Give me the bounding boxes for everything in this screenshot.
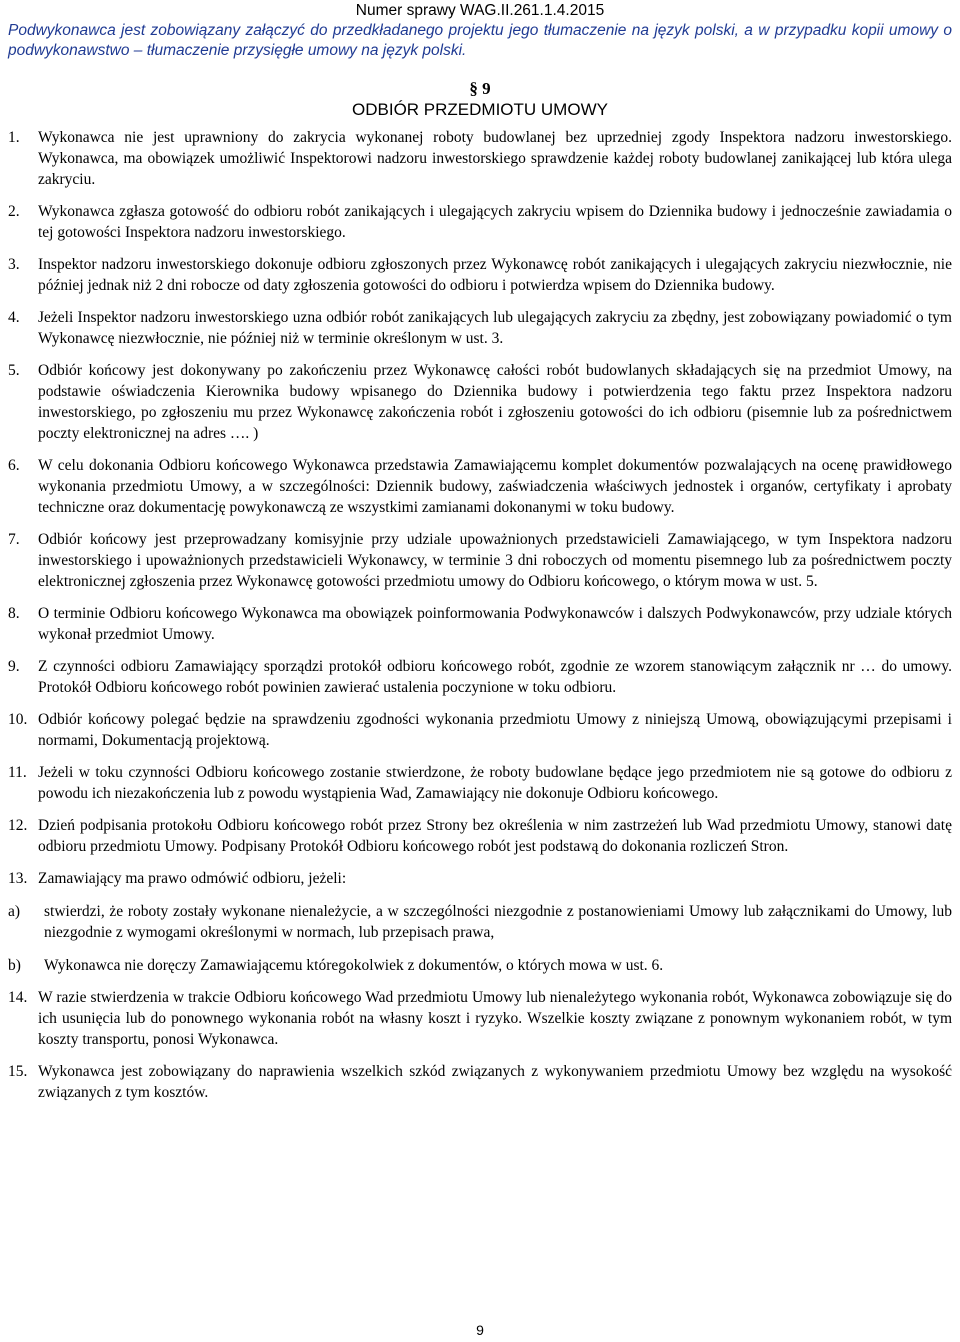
clause-number: 15.: [8, 1063, 28, 1080]
clause-text: Wykonawca jest zobowiązany do naprawienia wszelkich szkód związanych z wykonywaniem przedmiotu Umowy bez względu na wysokość związanych z tym kosztów.: [38, 1063, 952, 1101]
sub-clause-letter: b): [8, 957, 21, 974]
clause-item: [6, 762, 954, 804]
sub-clause-letter: a): [8, 903, 21, 920]
sub-clause-text: Wykonawca nie doręczy Zamawiającemu któregokolwiek z dokumentów, o których mowa w ust. 6.: [44, 957, 664, 974]
section-sign: § 9: [469, 79, 491, 98]
clause-item: [6, 1061, 954, 1103]
clause-text: Jeżeli Inspektor nadzoru inwestorskiego uzna odbiór robót zanikających lub ulegających zakryciu za zbędny, jest zobowiązany powiadomić o tym Wykonawcę niezwłocznie, nie później niż w terminie określonym w ust. 3.: [38, 309, 952, 347]
clause-number: 5.: [8, 362, 20, 379]
clause-number: 11.: [8, 764, 27, 781]
clause-number: 12.: [8, 817, 28, 834]
clause-text: Odbiór końcowy jest przeprowadzany komisyjnie przy udziale upoważnionych przedstawicieli Zamawiającego, w tym Inspektora nadzoru inwestorskiego i upoważnionych przedstawicieli Wykonawcy, w terminie 3 dni roboczych od momentu pisemnego lub za pośrednictwem poczty elektronicznej zgłoszenia przez Wykonawcę gotowości przedmiotu umowy do Odbioru końcowego, o którym mowa w ust. 5.: [38, 531, 952, 590]
sub-clause-item: [6, 955, 954, 976]
clause-number: 4.: [8, 309, 20, 326]
clause-text: W razie stwierdzenia w trakcie Odbioru końcowego Wad przedmiotu Umowy lub nienależytego wykonania robót, Wykonawca zobowiązuje się do ich usunięcia lub do ponownego wykonania robót na własny koszt i ryzyko. Wszelkie koszty związane z ponownym wykonaniem robót, w tym koszty transportu, ponosi Wykonawca.: [38, 989, 952, 1048]
sub-clause-item: [6, 901, 954, 943]
clause-text: Zamawiający ma prawo odmówić odbioru, jeżeli:: [38, 870, 347, 887]
document-page: [0, 1, 960, 1342]
clause-item: [6, 455, 954, 518]
clause-item: [6, 201, 954, 243]
section-heading: [6, 79, 954, 121]
clause-item: [6, 529, 954, 592]
clause-text: Z czynności odbioru Zamawiający sporządzi protokół odbioru końcowego robót, zgodnie ze wzorem stanowiącym załącznik nr … do umowy. Protokół Odbioru końcowego robót powinien zawierać ustalenia poczynione w toku odbioru.: [38, 658, 952, 696]
clause-text: Wykonawca nie jest uprawniony do zakrycia wykonanej roboty budowlanej bez uprzedniej zgody Inspektora nadzoru inwestorskiego. Wykonawca, ma obowiązek umożliwić Inspektorowi nadzoru inwestorskiego sprawdzenie każdej roboty budowlanej zanikającej lub która ulega zakryciu.: [38, 129, 952, 188]
clause-item: [6, 868, 954, 889]
page-number: 9: [476, 1322, 484, 1338]
clause-number: 14.: [8, 989, 28, 1006]
clause-item: [6, 127, 954, 190]
clause-number: 13.: [8, 870, 28, 887]
clause-item: [6, 987, 954, 1050]
clause-text: Inspektor nadzoru inwestorskiego dokonuje odbioru zgłoszonych przez Wykonawcę robót zanikających i ulegających zakryciu niezwłocznie, nie później jednak niż 2 dni robocze od daty zgłoszenia gotowości do odbioru i potwierdza wpisem do Dziennika budowy.: [38, 256, 952, 294]
clause-number: 7.: [8, 531, 20, 548]
clause-number: 2.: [8, 203, 20, 220]
sub-clause-text: stwierdzi, że roboty zostały wykonane nienależycie, a w szczególności niezgodnie z postanowieniami Umowy lub załącznikami do Umowy, lub niezgodnie z wymogami określonymi w normach, lub przepisach prawa,: [44, 903, 952, 941]
clause-text: Wykonawca zgłasza gotowość do odbioru robót zanikających i ulegających zakryciu wpisem do Dziennika budowy i jednocześnie zawiadamia o tej gotowości Inspektora nadzoru inwestorskiego.: [38, 203, 952, 241]
clause-text: O terminie Odbioru końcowego Wykonawca ma obowiązek poinformowania Podwykonawców i dalszych Podwykonawców, przy udziale których wykonał przedmiot Umowy.: [38, 605, 952, 643]
clause-number: 1.: [8, 129, 20, 146]
subcontractor-notice: Podwykonawca jest zobowiązany załączyć do przedkładanego projektu jego tłumaczenie na język polski, a w przypadku kopii umowy o podwykonawstwo – tłumaczenie przysięgłe umowy na język polski.: [8, 22, 952, 59]
clause-number: 9.: [8, 658, 20, 675]
clause-item: [6, 656, 954, 698]
clause-item: [6, 709, 954, 751]
clause-item: [6, 603, 954, 645]
clause-text: Odbiór końcowy jest dokonywany po zakończeniu przez Wykonawcę całości robót budowlanych składających się na przedmiot Umowy, na podstawie oświadczenia Kierownika budowy wpisanego do Dziennika budowy i potwierdzenia tego faktu przez Inspektora nadzoru inwestorskiego, po zgłoszeniu mu przez Wykonawcę zakończenia robót i zgłoszeniu gotowości do ich odbioru (pisemnie lub za pośrednictwem poczty elektronicznej na adres …. ): [38, 362, 952, 442]
clause-item: [6, 307, 954, 349]
clause-text: Jeżeli w toku czynności Odbioru końcowego zostanie stwierdzone, że roboty budowlane będące jego przedmiotem nie są gotowe do odbioru z powodu ich niezakończenia lub z powodu wystąpienia Wad, Zamawiający nie dokonuje Odbioru końcowego.: [38, 764, 952, 802]
clause-number: 6.: [8, 457, 20, 474]
case-number: Numer sprawy WAG.II.261.1.4.2015: [355, 2, 605, 19]
clause-text: W celu dokonania Odbioru końcowego Wykonawca przedstawia Zamawiającemu komplet dokumentów pozwalających na ocenę prawidłowego wykonania przedmiotu Umowy, a w szczególności: Dziennik budowy, zaświadczenia właściwych jednostek i organów, certyfikaty i aprobaty techniczne oraz dokumentację powykonawczą ze wszystkimi zamianami dokonanymi w toku budowy.: [38, 457, 952, 516]
clause-item: [6, 815, 954, 857]
clause-item: [6, 254, 954, 296]
clause-number: 10.: [8, 711, 28, 728]
section-title: ODBIÓR PRZEDMIOTU UMOWY: [352, 100, 608, 119]
clause-text: Dzień podpisania protokołu Odbioru końcowego robót przez Strony bez określenia w nim zastrzeżeń lub Wad przedmiotu Umowy, stanowi datę odbioru przedmiotu Umowy. Podpisany Protokół Odbioru końcowego robót jest podstawą do dokonania rozliczeń Stron.: [38, 817, 952, 855]
clause-number: 3.: [8, 256, 20, 273]
clause-item: [6, 360, 954, 444]
clause-list: [6, 127, 954, 1103]
clause-text: Odbiór końcowy polegać będzie na sprawdzeniu zgodności wykonania przedmiotu Umowy z niniejszą Umową, obowiązującymi przepisami i normami, Dokumentacją projektową.: [38, 711, 952, 749]
clause-number: 8.: [8, 605, 20, 622]
